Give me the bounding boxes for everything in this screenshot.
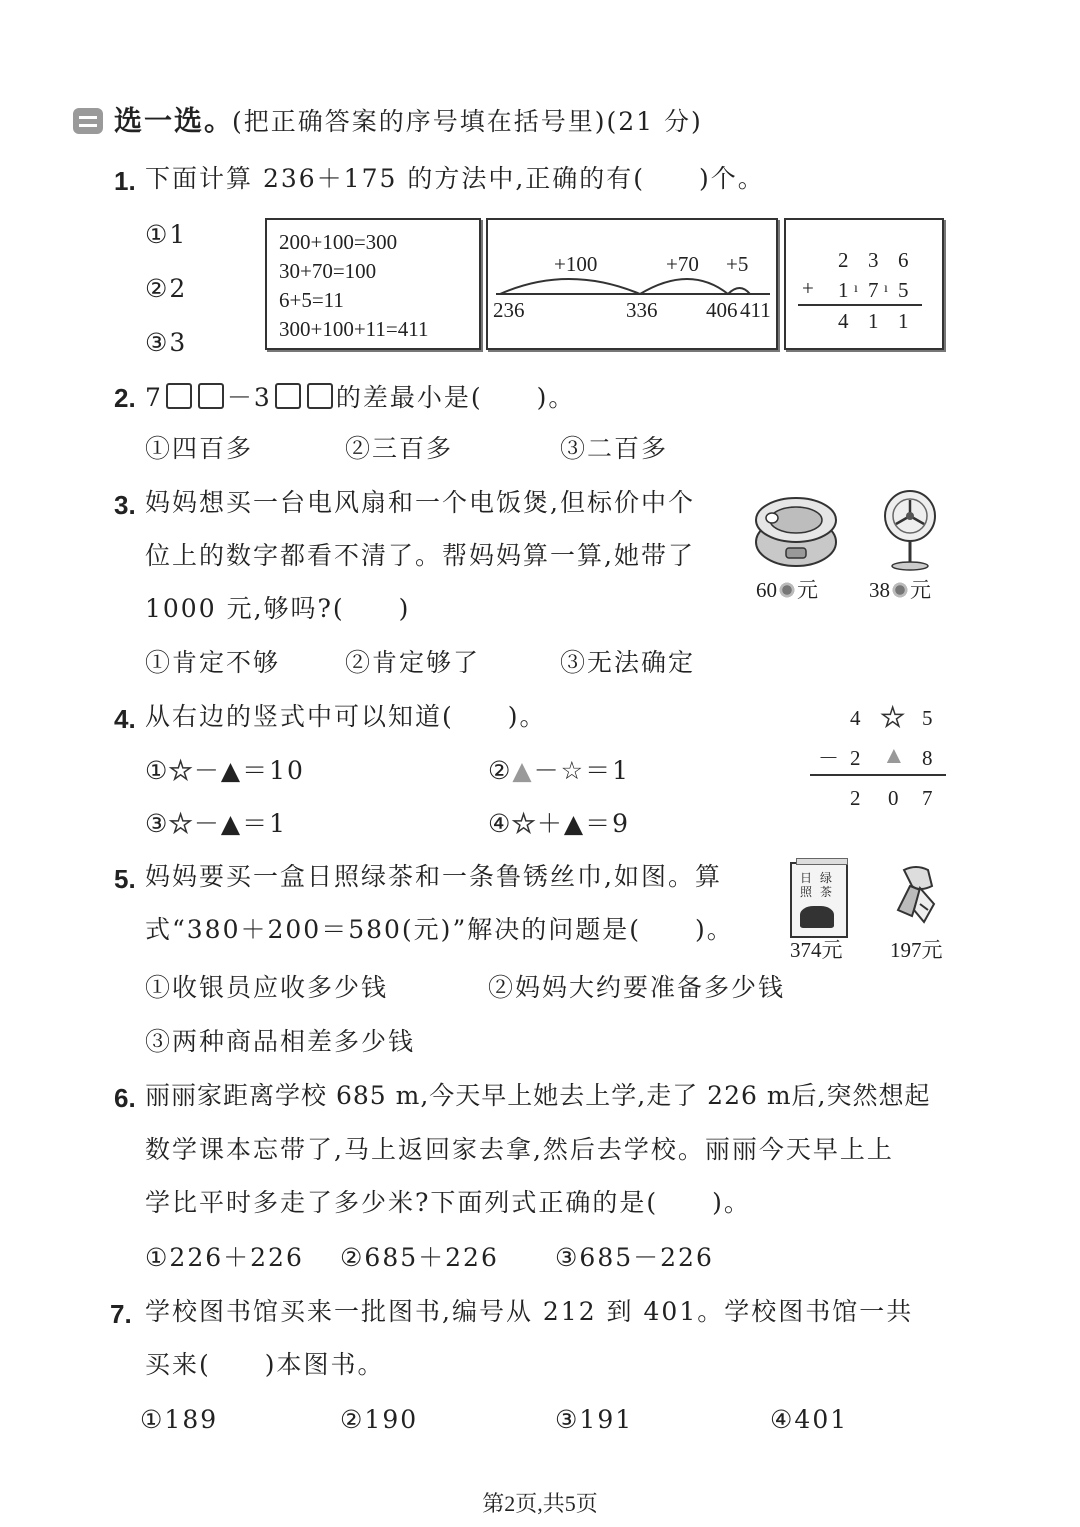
q6-option-3: ③685－226	[555, 1243, 714, 1272]
q2-prefix: 7	[145, 383, 163, 412]
q5-option-2: ②妈妈大约要准备多少钱	[488, 973, 786, 1002]
vertical-digit: 5	[898, 278, 909, 302]
vertical-digit: 1	[868, 309, 879, 333]
smudge-icon	[890, 581, 910, 599]
q4-text: 从右边的竖式中可以知道( )。	[145, 702, 547, 731]
q2-option-2: ②三百多	[345, 434, 454, 463]
q1-option-1: ①1	[145, 220, 188, 249]
blank-box	[275, 383, 301, 409]
q3-option-3: ③无法确定	[560, 648, 696, 677]
q5-option-1: ①收银员应收多少钱	[145, 973, 389, 1002]
q7-option-4: ④401	[770, 1405, 849, 1434]
carry-mark: ı	[854, 281, 858, 296]
q6-option-2: ②685＋226	[340, 1243, 499, 1272]
vertical-digit: 7	[868, 278, 879, 302]
cooker-price	[756, 580, 818, 601]
q4-option-label: ②	[488, 756, 513, 785]
blank-box	[166, 383, 192, 409]
q7-option-2: ②190	[340, 1405, 419, 1434]
jump-label: +100	[554, 252, 598, 276]
q3-option-1: ①肯定不够	[145, 648, 281, 677]
vertical-line	[810, 774, 946, 776]
star-icon: ★	[512, 809, 537, 838]
q3-option-2: ②肯定够了	[345, 648, 481, 677]
tea-box-top	[796, 858, 848, 865]
triangle-icon: ▲	[882, 743, 906, 769]
q1-number: 1.	[114, 166, 136, 196]
tea-leaves-graphic	[800, 906, 834, 928]
q1-method1-line: 30+70=100	[279, 259, 377, 283]
q4-option-2	[488, 758, 630, 783]
q3-line: 妈妈想买一台电风扇和一个电饭煲,但标价中个	[145, 488, 695, 517]
section-instruction: (把正确答案的序号填在括号里)(21 分)	[232, 107, 703, 136]
cooker-price-digits: 60	[756, 578, 777, 602]
q1-option-3: ③3	[145, 328, 188, 357]
q3-number: 3.	[114, 490, 136, 520]
q4-option-expr: ＋▲＝9	[536, 809, 630, 838]
vertical-digit: 1	[898, 309, 909, 333]
smudge-icon	[777, 581, 797, 599]
carry-mark: ı	[884, 281, 888, 296]
q7-option-1: ①189	[140, 1405, 219, 1434]
q4-option-label: ①	[145, 756, 170, 785]
q4-option-1	[145, 758, 305, 783]
q4-number: 4.	[114, 704, 136, 734]
star-icon: ★	[169, 756, 194, 785]
q4-option-label: ④	[488, 809, 513, 838]
fan-price-unit: 元	[910, 578, 931, 602]
section-number-badge	[73, 108, 103, 134]
vertical-digit: 5	[922, 706, 933, 730]
tea-price: 374元	[790, 938, 843, 962]
rice-cooker-icon	[752, 490, 840, 570]
q6-line: 学比平时多走了多少米?下面列式正确的是( )。	[145, 1188, 751, 1217]
tea-label-char: 照	[800, 885, 813, 899]
vertical-digit: 4	[838, 309, 849, 333]
vertical-digit: 6	[898, 248, 909, 272]
vertical-line	[798, 304, 922, 306]
q7-number: 7.	[110, 1299, 132, 1329]
electric-fan-icon	[880, 488, 940, 572]
q2-minus: －3	[226, 383, 272, 412]
q7-option-3: ③191	[555, 1405, 634, 1434]
jump-label: +5	[726, 252, 749, 276]
q6-number: 6.	[114, 1083, 136, 1113]
q1-text: 下面计算 236＋175 的方法中,正确的有( )个。	[145, 164, 765, 193]
fan-price-digits: 38	[869, 578, 890, 602]
q4-option-expr: －▲＝10	[193, 756, 305, 785]
q3-line: 位上的数字都看不清了。帮妈妈算一算,她带了	[145, 541, 695, 570]
blank-box	[307, 383, 333, 409]
fan-price	[869, 580, 931, 601]
q1-method1-box	[265, 218, 481, 350]
q5-number: 5.	[114, 864, 136, 894]
vertical-digit: 7	[922, 786, 933, 810]
q6-option-1: ①226＋226	[145, 1243, 304, 1272]
vertical-digit: 2	[850, 786, 861, 810]
vertical-digit: 8	[922, 746, 933, 770]
scarf-icon	[890, 864, 942, 926]
vertical-digit: 3	[868, 248, 879, 272]
q5-line: 妈妈要买一盒日照绿茶和一条鲁锈丝巾,如图。算	[145, 862, 722, 891]
blank-box	[198, 383, 224, 409]
q2-number: 2.	[114, 383, 136, 413]
q5-option-3: ③两种商品相差多少钱	[145, 1027, 416, 1056]
q5-line: 式“380＋200＝580(元)”解决的问题是( )。	[145, 915, 734, 944]
q4-option-3	[145, 811, 287, 836]
vertical-digit: 1	[838, 278, 849, 302]
q6-line: 数学课本忘带了,马上返回家去拿,然后去学校。丽丽今天早上上	[145, 1135, 894, 1164]
cooker-price-unit: 元	[797, 578, 818, 602]
vertical-operator: +	[802, 276, 814, 300]
tea-label-char: 茶	[820, 885, 833, 899]
vertical-digit: 2	[838, 248, 849, 272]
star-icon: ★	[881, 703, 905, 732]
triangle-icon: ▲	[512, 756, 534, 785]
jump-label: +70	[666, 252, 699, 276]
q4-option-expr: －☆＝1	[533, 756, 630, 785]
q1-method1-line: 200+100=300	[279, 230, 398, 254]
q1-option-2: ②2	[145, 274, 188, 303]
star-icon: ★	[169, 809, 194, 838]
tea-label-char: 绿	[820, 871, 833, 885]
point-label: 336	[626, 298, 658, 322]
vertical-operator: －	[818, 746, 839, 770]
scarf-price: 197元	[890, 938, 943, 962]
vertical-digit: 4	[850, 706, 861, 730]
q4-vertical-subtraction	[808, 700, 948, 815]
q1-method2-box	[486, 218, 778, 350]
vertical-digit: 2	[850, 746, 861, 770]
tea-label-char: 日	[800, 871, 813, 885]
q7-line: 学校图书馆买来一批图书,编号从 212 到 401。学校图书馆一共	[145, 1297, 914, 1326]
q3-line: 1000 元,够吗?( )	[145, 594, 411, 623]
q4-option-label: ③	[145, 809, 170, 838]
q1-method3-box	[784, 218, 944, 350]
q2-option-1: ①四百多	[145, 434, 254, 463]
q6-line: 丽丽家距离学校 685 m,今天早上她去上学,走了 226 m后,突然想起	[145, 1081, 931, 1110]
q2-option-3: ③二百多	[560, 434, 669, 463]
q4-option-expr: －▲＝1	[193, 809, 287, 838]
tea-box-icon	[790, 862, 848, 938]
vertical-digit: 0	[888, 786, 899, 810]
point-label: 411	[740, 298, 771, 322]
number-line-arcs	[488, 220, 776, 348]
q4-option-4	[488, 811, 630, 836]
q1-method1-line: 300+100+11=411	[279, 317, 429, 341]
q7-line: 买来( )本图书。	[145, 1350, 385, 1379]
section-title: 选一选。	[114, 104, 235, 137]
page-footer: 第2页,共5页	[482, 1491, 598, 1516]
point-label: 406	[706, 298, 738, 322]
q1-method1-line: 6+5=11	[279, 288, 344, 312]
point-label: 236	[493, 298, 525, 322]
q2-text	[145, 383, 575, 410]
q2-suffix: 的差最小是( )。	[335, 383, 576, 412]
